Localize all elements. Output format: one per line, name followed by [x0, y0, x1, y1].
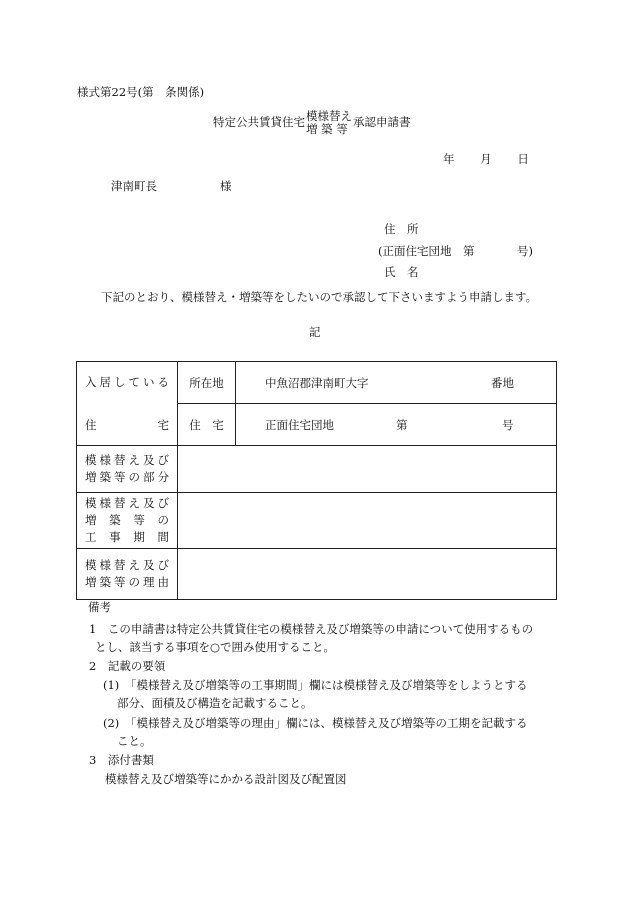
house-value: 正面住宅団地 — [265, 417, 334, 432]
date-month: 月 — [480, 152, 492, 166]
table-row — [77, 493, 557, 549]
char: 期 — [133, 529, 145, 544]
reason-header — [77, 549, 178, 600]
char: 築 — [109, 513, 121, 528]
notes-heading: 備考 — [88, 600, 111, 614]
addressee-honorific: 様 — [220, 179, 232, 193]
title-option-remodel: 模様替え — [306, 109, 352, 123]
note-2-1-line2: 部分、面積及び構造を記載すること。 — [117, 696, 313, 710]
char: び — [157, 558, 169, 573]
date-year: 年 — [443, 152, 455, 166]
char: 替 — [114, 558, 126, 573]
char: 及 — [143, 558, 155, 573]
char: 替 — [114, 496, 126, 511]
application-table — [76, 361, 557, 600]
char: び — [157, 453, 169, 468]
char: 宅 — [157, 417, 169, 432]
applicant-number-suffix: 号) — [517, 244, 533, 258]
resident-header-line1 — [85, 374, 169, 391]
note-3-line1: 模様替え及び増築等にかかる設計図及び配置図 — [105, 772, 347, 786]
house-label: 住 宅 — [178, 404, 236, 446]
reason-header-line2 — [85, 574, 169, 591]
applicant-name-label: 氏 名 — [384, 265, 419, 279]
location-value: 中魚沼郡津南町大字 — [265, 375, 369, 390]
note-2-2-line2: こと。 — [117, 734, 152, 748]
char: 模 — [85, 453, 97, 468]
char: 増 — [85, 513, 97, 528]
part-header-line2 — [85, 469, 169, 486]
char: 由 — [157, 575, 169, 589]
char: 部 — [143, 470, 155, 484]
title-option-extension: 増 築 等 — [306, 122, 348, 137]
house-go: 号 — [502, 417, 514, 432]
resident-header-line2 — [85, 417, 169, 434]
ki-marker: 記 — [309, 325, 321, 339]
document-title — [213, 110, 411, 136]
char: 分 — [157, 470, 169, 484]
char: え — [128, 496, 140, 511]
applicant-complex: (正面住宅団地 第 — [378, 244, 475, 258]
house-dai: 第 — [396, 417, 408, 432]
title-prefix: 特定公共賃貸住宅 — [213, 115, 305, 130]
char: 工 — [85, 529, 97, 544]
char: 等 — [133, 513, 145, 528]
char: 様 — [99, 453, 111, 468]
note-1-line1: 1 この申請書は特定公共賃貸住宅の模様替え及び増築等の申請について使用するもの — [89, 622, 534, 636]
addressee-name: 津南町長 — [111, 179, 157, 193]
char: 増 — [85, 470, 97, 484]
char: の — [157, 513, 169, 528]
char: 模 — [85, 496, 97, 511]
char: 替 — [114, 453, 126, 468]
title-suffix: 承認申請書 — [353, 115, 411, 130]
char: 等 — [114, 575, 126, 589]
char: 理 — [143, 575, 155, 589]
char: 築 — [99, 575, 111, 589]
period-header-line1 — [85, 495, 169, 512]
note-2-1-line1: (1) 「模様替え及び増築等の工事期間」欄には模様替え及び増築等をしようとする — [103, 678, 528, 692]
char: 入 — [85, 374, 97, 389]
intro-sentence: 下記のとおり、模様替え・増築等をしたいので承認して下さいますよう申請します。 — [101, 290, 538, 304]
char: 築 — [99, 470, 111, 484]
date-day: 日 — [517, 152, 529, 166]
reason-field[interactable] — [178, 549, 557, 600]
period-field[interactable] — [178, 493, 557, 549]
char: 及 — [143, 496, 155, 511]
date-line — [443, 153, 529, 167]
char: 様 — [99, 496, 111, 511]
char: 住 — [85, 417, 97, 432]
char: 様 — [99, 558, 111, 573]
char: び — [157, 496, 169, 511]
char: 事 — [109, 529, 121, 544]
char: の — [128, 470, 140, 484]
char: 間 — [157, 529, 169, 544]
note-3-heading: 3 添付書類 — [89, 753, 154, 767]
applicant-address-label: 住 所 — [384, 222, 419, 236]
char: の — [128, 575, 140, 589]
table-row — [77, 446, 557, 493]
location-label: 所在地 — [178, 362, 236, 404]
part-header — [77, 446, 178, 493]
char: 等 — [114, 470, 126, 484]
note-2-heading: 2 記載の要領 — [89, 659, 166, 673]
char: 居 — [99, 374, 111, 389]
period-header — [77, 493, 178, 549]
reason-header-line1 — [85, 557, 169, 574]
char: え — [128, 558, 140, 573]
period-header-line3 — [85, 529, 169, 546]
part-header-line1 — [85, 452, 169, 469]
char: 模 — [85, 558, 97, 573]
char: し — [114, 374, 126, 389]
table-row — [77, 362, 557, 404]
char: て — [128, 374, 140, 389]
location-suffix: 番地 — [491, 375, 514, 390]
part-field[interactable] — [178, 446, 557, 493]
note-1-line2: とし、該当する事項を○で囲み使用すること。 — [95, 640, 336, 654]
house-field[interactable] — [236, 404, 557, 446]
char: 増 — [85, 575, 97, 589]
char: い — [143, 374, 155, 389]
period-header-line2 — [85, 512, 169, 529]
title-option-stack — [306, 110, 352, 136]
resident-header — [77, 362, 178, 446]
char: 及 — [143, 453, 155, 468]
char: る — [157, 374, 169, 389]
char: え — [128, 453, 140, 468]
note-2-2-line1: (2) 「模様替え及び増築等の理由」欄には、模様替え及び増築等の工期を記載する — [103, 716, 528, 730]
table-row — [77, 549, 557, 600]
location-field[interactable] — [236, 362, 557, 404]
form-number: 様式第22号(第 条関係) — [77, 85, 205, 99]
